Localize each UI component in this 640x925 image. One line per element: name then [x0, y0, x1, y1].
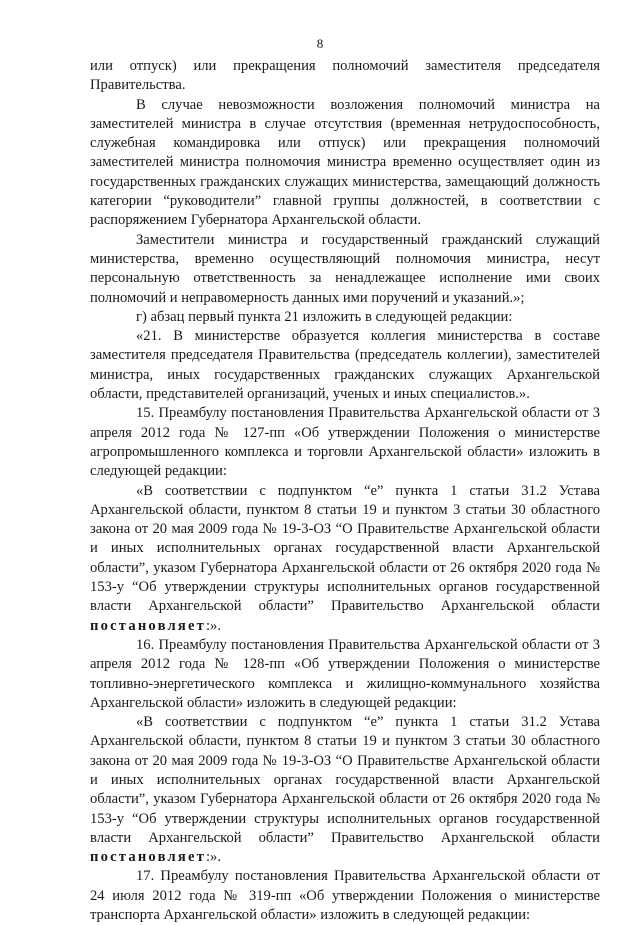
paragraph-item-17: 17. Преамбулу постановления Правительства Архангельской области от 24 июля 2012 года № 319-пп «Об утверждении Положения о министерстве транспорта Архангельской области» изложить в следующей редакции: — [90, 868, 600, 924]
preamble-16-resolves: постановляет — [90, 849, 206, 866]
paragraph-item-16: 16. Преамбулу постановления Правительства Архангельской области от 3 апреля 2012 года № 128-пп «Об утверждении Положения о министерстве топливно-энергетического комплекса и жилищно-коммунального хозяйства Архангельской области» изложить в следующей редакции: — [90, 636, 600, 711]
paragraph-continuation: или отпуск) или прекращения полномочий заместителя председателя Правительства. — [90, 58, 600, 94]
paragraph-preamble-16 — [90, 713, 600, 867]
paragraph-responsibility: Заместители министра и государственный гражданский служащий министерства, временно осуществляющий полномочия министра, несут персональную ответственность за ненадлежащее исполнение ими своих полномочий и неправомерность данных ими поручений и указаний.»; — [90, 231, 600, 306]
preamble-15-resolves: постановляет — [90, 617, 206, 634]
preamble-16-end: :». — [206, 849, 221, 866]
preamble-16-text: «В соответствии с подпунктом “е” пункта 1 статьи 31.2 Устава Архангельской области, пунктом 8 статьи 19 и пунктом 3 статьи 30 областного закона от 20 мая 2009 года № 19-3-ОЗ “О Правительстве Архангельской области и иных исполнительных органах государственной власти Архангельской области”, указом Губернатора Архангельской области от 26 октября 2020 года № 153-у “Об утверждении структуры исполнительных органов государственной власти Архангельской области” Правительство Архангельской области — [90, 714, 600, 846]
paragraph-minister-substitution: В случае невозможности возложения полномочий министра на заместителей министра в случае отсутствия (временная нетрудоспособность, служебная командировка или отпуск) или прекращения полномочий заместителей министра полномочия министра временно осуществляет один из государственных гражданских служащих министерства, замещающий должность категории “руководители” главной группы должностей, в соответствии с распоряжением Губернатора Архангельской области. — [90, 96, 600, 229]
document-body — [90, 57, 600, 925]
paragraph-preamble-15 — [90, 482, 600, 636]
page-number: 8 — [316, 36, 324, 51]
preamble-15-text: «В соответствии с подпунктом “е” пункта 1 статьи 31.2 Устава Архангельской области, пунктом 8 статьи 19 и пунктом 3 статьи 30 областного закона от 20 мая 2009 года № 19-3-ОЗ “О Правительстве Архангельской области и иных исполнительных органах государственной власти Архангельской области”, указом Губернатора Архангельской области от 26 октября 2020 года № 153-у “Об утверждении структуры исполнительных органов государственной власти Архангельской области” Правительство Архангельской области — [90, 482, 600, 615]
paragraph-collegium: «21. В министерстве образуется коллегия министерства в составе заместителя председателя Правительства (председатель коллегии), заместителей министра, иных государственных гражданских служащих Архангельской области, представителей организаций, ученых и иных специалистов.». — [90, 328, 600, 403]
preamble-15-end: :». — [206, 617, 221, 634]
paragraph-item-15: 15. Преамбулу постановления Правительства Архангельской области от 3 апреля 2012 года № 127-пп «Об утверждении Положения о министерстве агропромышленного комплекса и торговли Архангельской области» изложить в следующей редакции: — [90, 405, 600, 480]
paragraph-item-g: г) абзац первый пункта 21 изложить в следующей редакции: — [136, 308, 513, 325]
